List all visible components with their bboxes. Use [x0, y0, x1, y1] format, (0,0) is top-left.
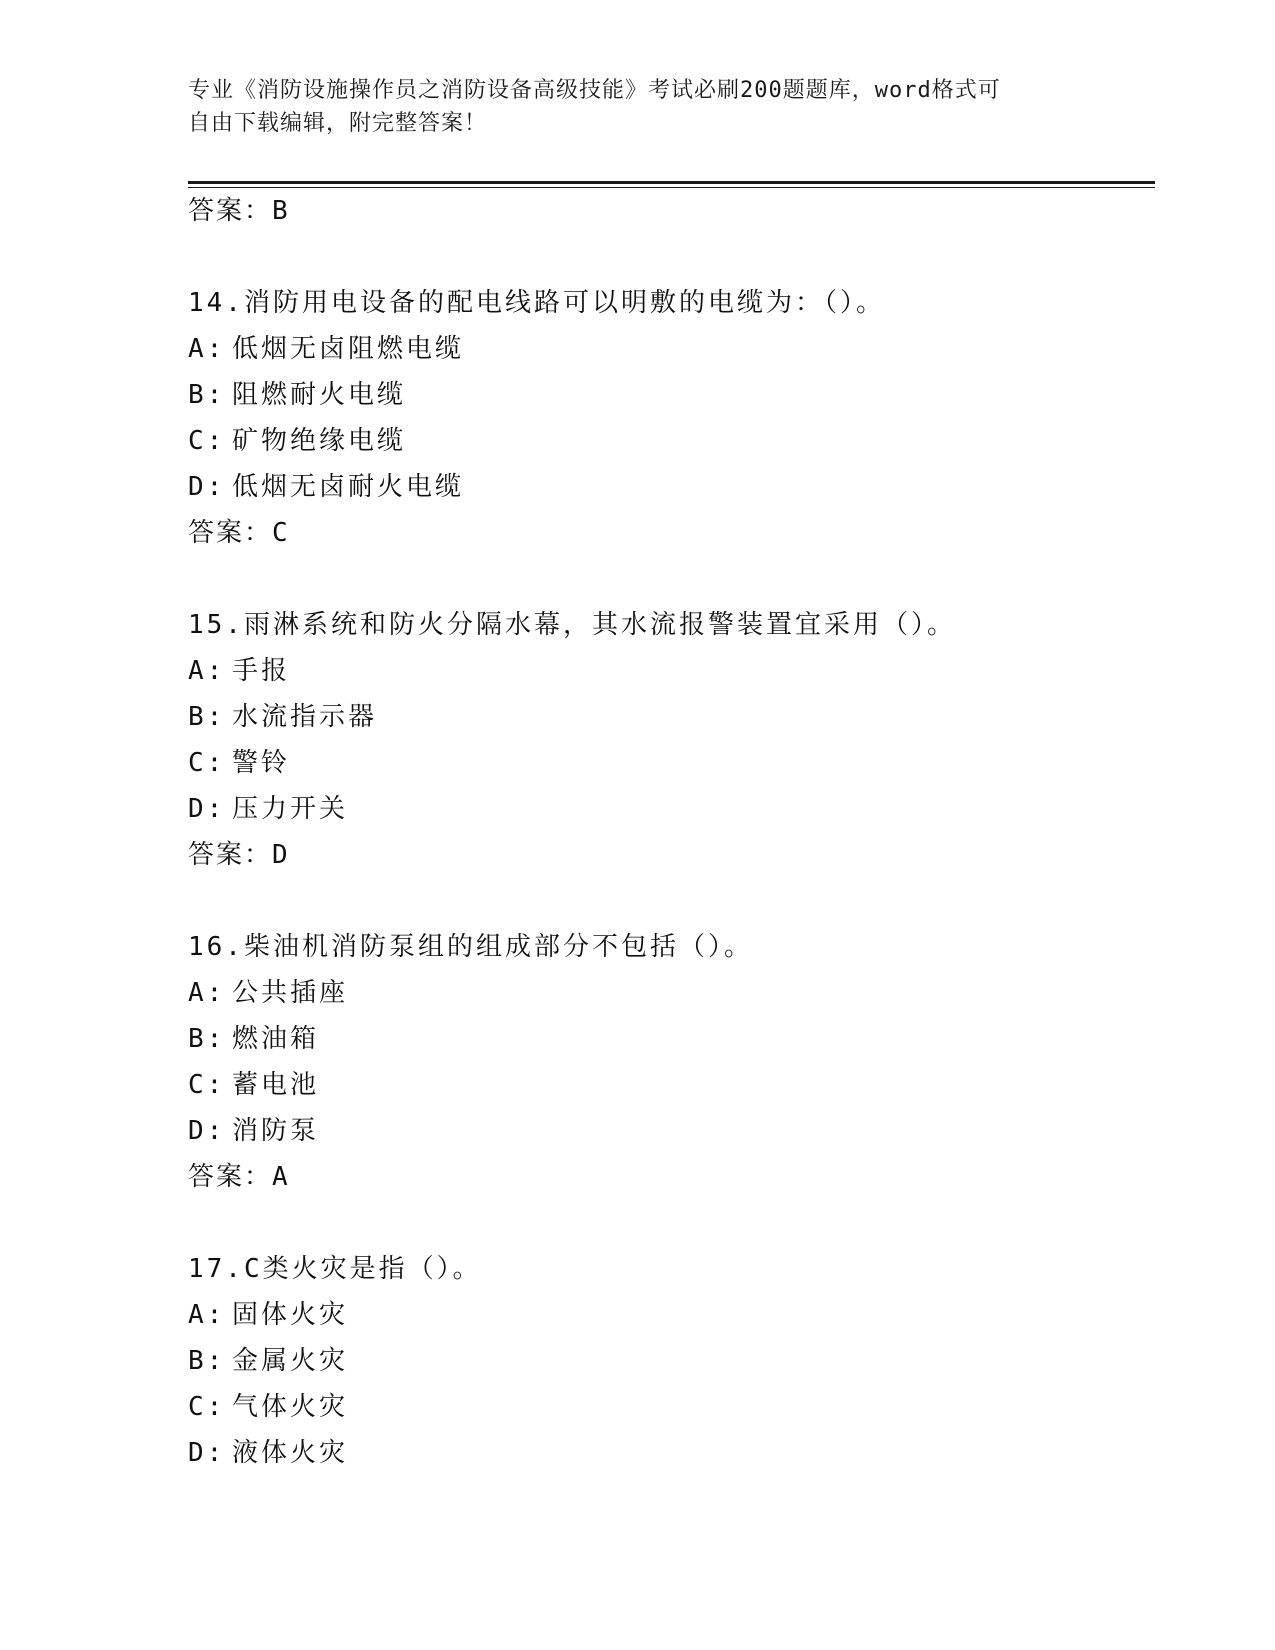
option-text: 消防泵 [232, 1116, 320, 1146]
option-text: 气体火灾 [232, 1392, 349, 1422]
question-14-option-b [188, 372, 1155, 418]
question-16-answer [188, 1154, 1155, 1200]
question-16-option-a [188, 970, 1155, 1016]
answer-label: 答案： [188, 840, 273, 870]
option-text: 手报 [232, 656, 291, 686]
answer-label: 答案： [188, 196, 273, 226]
question-14-option-a [188, 326, 1155, 372]
answer-label: 答案： [188, 1162, 273, 1192]
question-15-answer [188, 832, 1155, 878]
option-text: 固体火灾 [232, 1300, 349, 1330]
question-17-option-c [188, 1384, 1155, 1430]
option-text: 低烟无卤阻燃电缆 [232, 334, 465, 364]
option-key: B: [188, 1346, 226, 1376]
option-text: 公共插座 [232, 978, 349, 1008]
option-text: 液体火灾 [232, 1438, 349, 1468]
option-key: A: [188, 1300, 226, 1330]
answer-label: 答案： [188, 518, 273, 548]
question-17-option-a [188, 1292, 1155, 1338]
option-key: D: [188, 1116, 226, 1146]
answer-value: B [272, 196, 290, 226]
option-key: B: [188, 702, 226, 732]
question-16-option-d [188, 1108, 1155, 1154]
option-key: D: [188, 1438, 226, 1468]
answer-line [188, 188, 1155, 234]
question-15-option-d [188, 786, 1155, 832]
question-14: 14.消防用电设备的配电线路可以明敷的电缆为：（）。 [188, 288, 885, 318]
option-text: 矿物绝缘电缆 [232, 426, 407, 456]
header-line-2: 自由下载编辑，附完整答案！ [188, 111, 488, 136]
header-rule-thick [188, 181, 1155, 184]
spacer [188, 234, 1155, 280]
spacer [188, 556, 1155, 602]
option-key: B: [188, 1024, 226, 1054]
option-key: A: [188, 334, 226, 364]
question-16-option-b [188, 1016, 1155, 1062]
option-text: 阻燃耐火电缆 [232, 380, 407, 410]
option-key: C: [188, 426, 226, 456]
option-text: 低烟无卤耐火电缆 [232, 472, 465, 502]
option-key: D: [188, 794, 226, 824]
question-15-option-b [188, 694, 1155, 740]
option-key: A: [188, 656, 226, 686]
question-17-option-d [188, 1430, 1155, 1476]
option-key: A: [188, 978, 226, 1008]
question-17-option-b [188, 1338, 1155, 1384]
option-key: C: [188, 1392, 226, 1422]
option-text: 水流指示器 [232, 702, 378, 732]
option-text: 燃油箱 [232, 1024, 320, 1054]
option-key: C: [188, 748, 226, 778]
option-key: D: [188, 472, 226, 502]
header-line-1: 专业《消防设施操作员之消防设备高级技能》考试必刷200题题库，word格式可 [188, 78, 1001, 103]
question-14-option-d [188, 464, 1155, 510]
question-16-option-c [188, 1062, 1155, 1108]
option-key: B: [188, 380, 226, 410]
question-15: 15.雨淋系统和防火分隔水幕，其水流报警装置宜采用（）。 [188, 610, 956, 640]
option-text: 警铃 [232, 748, 291, 778]
question-15-option-a [188, 648, 1155, 694]
answer-value: C [272, 518, 290, 548]
answer-value: D [272, 840, 290, 870]
spacer [188, 1200, 1155, 1246]
question-14-option-c [188, 418, 1155, 464]
option-text: 压力开关 [232, 794, 349, 824]
option-text: 蓄电池 [232, 1070, 320, 1100]
question-14-answer [188, 510, 1155, 556]
document-body [188, 188, 1155, 1476]
option-text: 金属火灾 [232, 1346, 349, 1376]
question-16: 16.柴油机消防泵组的组成部分不包括（）。 [188, 932, 753, 962]
option-key: C: [188, 1070, 226, 1100]
spacer [188, 878, 1155, 924]
question-15-option-c [188, 740, 1155, 786]
document-header [188, 74, 1088, 140]
question-17: 17.C类火灾是指（）。 [188, 1254, 482, 1284]
answer-value: A [272, 1162, 290, 1192]
